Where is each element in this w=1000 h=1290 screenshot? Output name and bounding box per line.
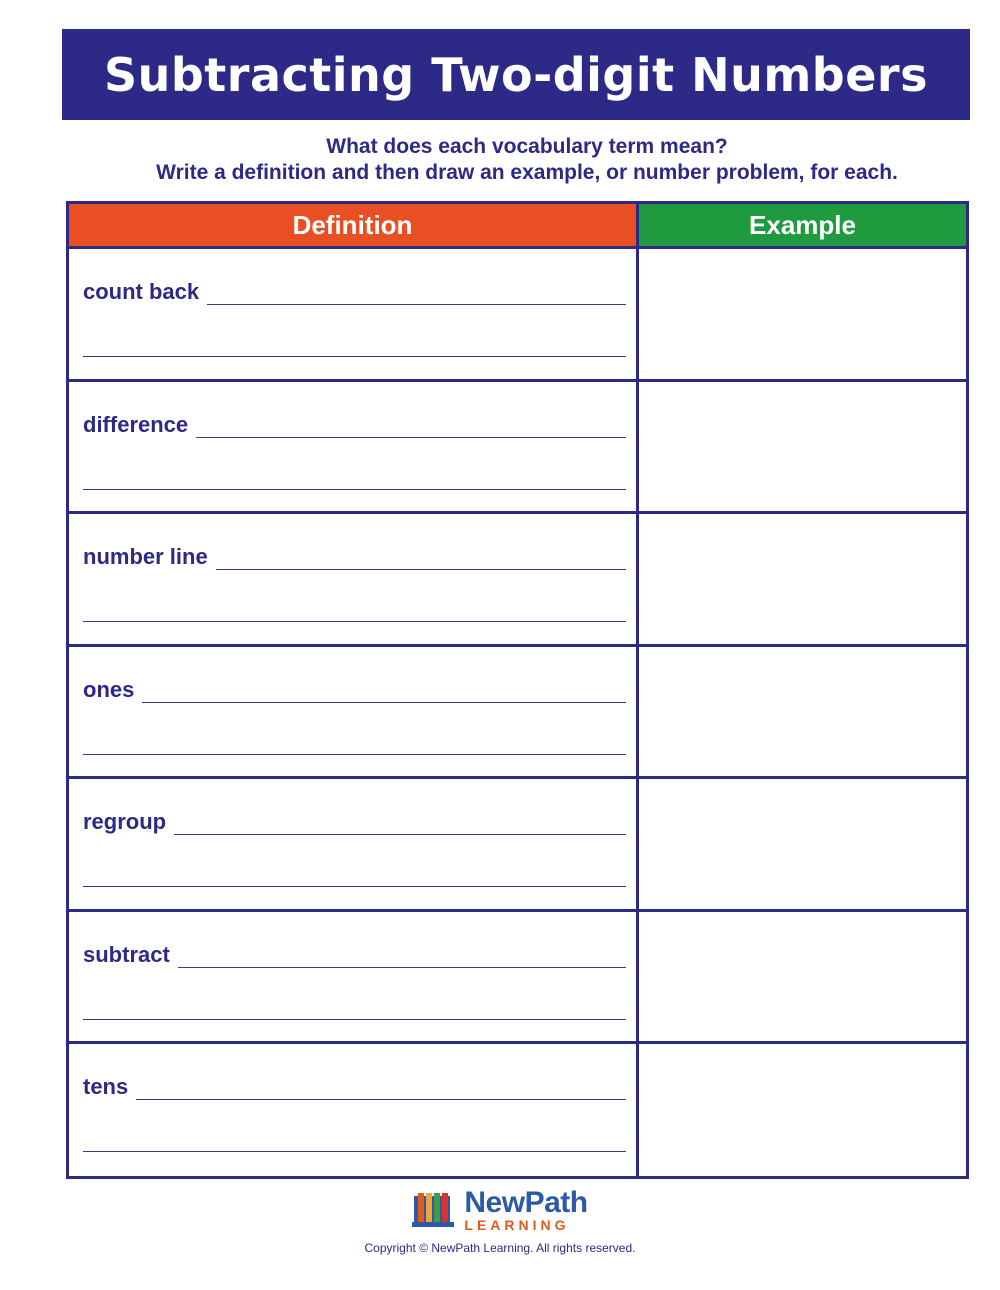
table-row [69, 382, 966, 515]
vocabulary-term: regroup [83, 809, 167, 834]
table-row [69, 647, 966, 780]
page-title: Subtracting Two-digit Numbers [103, 47, 928, 102]
definition-answer-line[interactable] [83, 621, 626, 622]
vocabulary-table [66, 201, 969, 1179]
vocabulary-term: difference [83, 411, 189, 437]
instructions-line-1: What does each vocabulary term mean? [326, 135, 728, 158]
table-row [69, 779, 966, 912]
definition-blank[interactable] [178, 945, 626, 968]
vocabulary-term: number line [83, 544, 208, 569]
definition-cell[interactable] [69, 779, 639, 909]
footer [0, 1188, 1000, 1255]
vocabulary-term: count back [83, 279, 200, 304]
example-cell[interactable] [639, 514, 966, 644]
example-cell[interactable] [639, 647, 966, 777]
definition-blank[interactable] [142, 680, 626, 703]
title-banner [62, 29, 970, 120]
definition-column-header: Definition [69, 204, 639, 246]
definition-answer-line[interactable] [83, 356, 626, 357]
instructions [62, 134, 992, 186]
definition-answer-line[interactable] [83, 1019, 626, 1020]
logo-brand-top: NewPath [464, 1186, 588, 1219]
logo-brand-bottom: LEARNING [464, 1217, 570, 1233]
definition-blank[interactable] [136, 1077, 626, 1100]
table-row [69, 912, 966, 1045]
definition-blank[interactable] [216, 547, 626, 570]
definition-answer-line[interactable] [83, 754, 626, 755]
book-logo-icon [412, 1190, 456, 1230]
newpath-logo [412, 1188, 587, 1232]
example-cell[interactable] [639, 382, 966, 512]
definition-answer-line[interactable] [83, 1151, 626, 1152]
definition-blank[interactable] [207, 282, 626, 305]
definition-answer-line[interactable] [83, 489, 626, 490]
definition-cell[interactable] [69, 382, 639, 512]
table-header [69, 204, 966, 246]
example-cell[interactable] [639, 912, 966, 1042]
copyright-notice: Copyright © NewPath Learning. All rights reserved. [364, 1241, 636, 1255]
definition-blank[interactable] [174, 812, 626, 835]
vocabulary-term: tens [83, 1074, 129, 1099]
table-row [69, 249, 966, 382]
instructions-line-2: Write a definition and then draw an example, or number problem, for each. [156, 161, 898, 184]
definition-cell[interactable] [69, 647, 639, 777]
example-cell[interactable] [639, 1044, 966, 1177]
definition-blank[interactable] [196, 415, 626, 438]
definition-answer-line[interactable] [83, 886, 626, 887]
vocabulary-term: subtract [83, 941, 170, 967]
table-row [69, 514, 966, 647]
definition-cell[interactable] [69, 514, 639, 644]
example-cell[interactable] [639, 249, 966, 379]
example-cell[interactable] [639, 779, 966, 909]
definition-cell[interactable] [69, 912, 639, 1042]
example-column-header: Example [639, 204, 966, 246]
definition-cell[interactable] [69, 1044, 639, 1177]
definition-cell[interactable] [69, 249, 639, 379]
table-row [69, 1044, 966, 1177]
table-body [69, 249, 966, 1177]
vocabulary-term: ones [83, 676, 135, 702]
